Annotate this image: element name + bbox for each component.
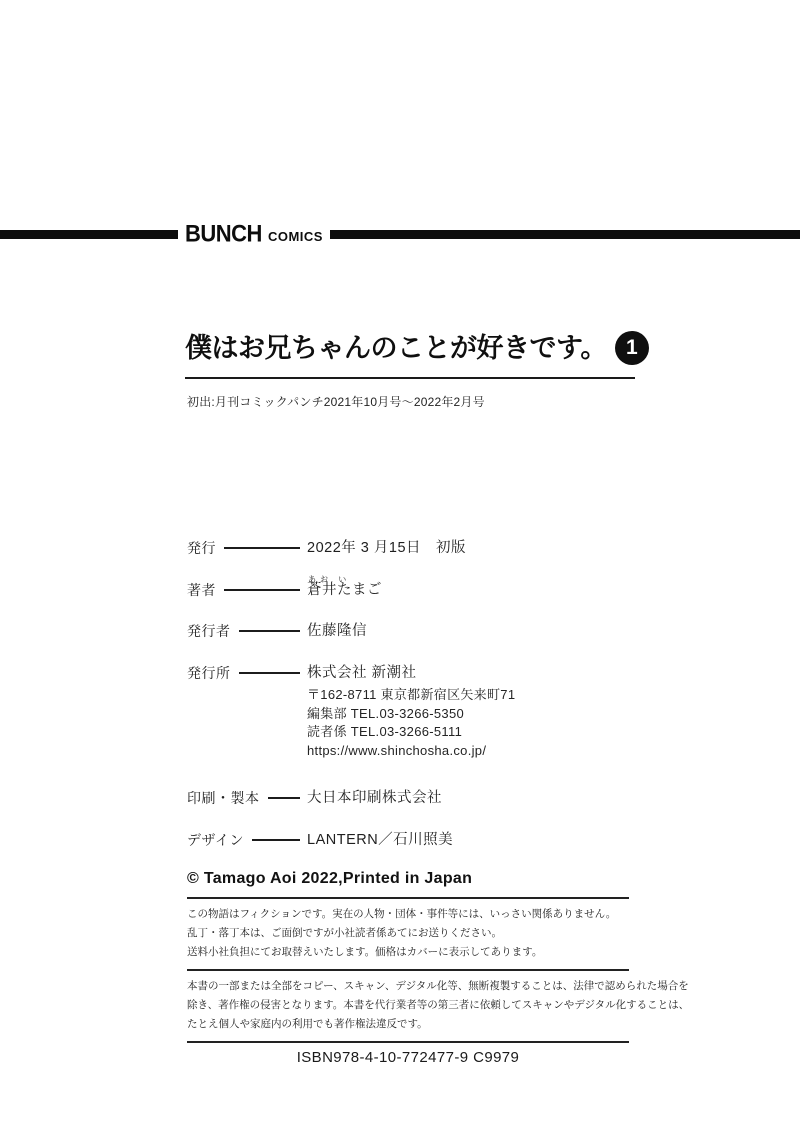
row-head	[187, 788, 300, 808]
notice-line: 乱丁・落丁本は、ご面倒ですが小社読者係あてにお送りください。	[187, 927, 502, 939]
notice-line: 除き、著作権の侵害となります。本書を代行業者等の第三者に依頼してスキャンやデジタル化することは、	[187, 999, 690, 1011]
row-issued	[187, 538, 657, 558]
dash-leader	[239, 630, 301, 632]
row-head	[187, 538, 300, 558]
row-head	[187, 663, 300, 683]
issuer-name: 佐藤隆信	[307, 623, 367, 639]
volume-badge	[615, 331, 649, 365]
row-author	[187, 575, 657, 600]
row-label: 発行所	[187, 665, 231, 681]
row-head	[187, 621, 300, 641]
dash-leader	[239, 672, 301, 674]
notice-line: 本書の一部または全部をコピー、スキャン、デジタル化等、無断複製することは、法律で認められた場合を	[187, 980, 689, 992]
publisher-address: 〒162-8711 東京都新宿区矢来町71	[307, 687, 516, 702]
row-label: 発行者	[187, 623, 231, 639]
readers-dept-tel: 読者係 TEL.03-3266-5111	[307, 724, 463, 739]
publisher-details	[307, 686, 515, 760]
notice-line: この物語はフィクションです。実在の人物・団体・事件等には、いっさい関係ありません。	[187, 908, 617, 920]
notice-line: たとえ個人や家庭内の利用でも著作権法違反です。	[187, 1018, 428, 1030]
row-printing	[187, 788, 657, 808]
title-line	[185, 328, 660, 368]
first-publication-note: 初出:月刊コミックパンチ2021年10月号～2022年2月号	[187, 395, 485, 409]
logo-brand-text: BUNCH	[185, 219, 262, 247]
author-name-text: 蒼井たまご	[307, 582, 382, 598]
notice-line: 送料小社負担にてお取替えいたします。価格はカバーに表示してあります。	[187, 946, 543, 958]
printer-name: 大日本印刷株式会社	[307, 790, 442, 806]
row-publisher	[187, 663, 657, 760]
volume-number: 1	[626, 336, 638, 359]
issue-date: 2022年 3 月15日 初版	[307, 540, 467, 556]
row-design	[187, 830, 657, 850]
row-head	[187, 830, 300, 850]
dash-leader	[224, 589, 300, 591]
logo-band	[0, 221, 800, 247]
row-label: 印刷・製本	[187, 790, 260, 806]
isbn-line: ISBN978-4-10-772477-9 C9979	[187, 1041, 629, 1066]
copyright-line: © Tamago Aoi 2022,Printed in Japan	[187, 870, 473, 887]
dash-leader	[224, 547, 300, 549]
row-issuer	[187, 621, 657, 641]
book-title: 僕はお兄ちゃんのことが好きです。	[185, 333, 607, 363]
bunch-comics-logo	[185, 221, 323, 247]
publisher-info	[300, 663, 515, 760]
row-label: デザイン	[187, 832, 245, 848]
author-name	[307, 575, 382, 600]
colophon-table	[187, 538, 657, 872]
author-furigana: あお い	[308, 575, 351, 584]
logo-series-text: COMICS	[267, 229, 323, 244]
title-underline	[185, 377, 635, 379]
notice-section	[187, 897, 690, 1066]
editorial-dept-tel: 編集部 TEL.03-3266-5350	[307, 705, 465, 721]
fiction-notice-box	[187, 897, 629, 969]
dash-leader	[252, 839, 300, 841]
row-label: 発行	[187, 540, 216, 556]
row-label: 著者	[187, 582, 216, 598]
title-block	[185, 328, 660, 410]
designer-name: LANTERN／石川照美	[307, 832, 454, 848]
dash-leader	[268, 797, 301, 799]
row-head	[187, 580, 300, 600]
publisher-url: https://www.shinchosha.co.jp/	[307, 742, 487, 758]
logo-left-bar	[0, 230, 178, 239]
publisher-name: 株式会社 新潮社	[307, 665, 417, 681]
logo-right-bar	[330, 230, 800, 239]
copyright-warning-box	[187, 969, 690, 1041]
